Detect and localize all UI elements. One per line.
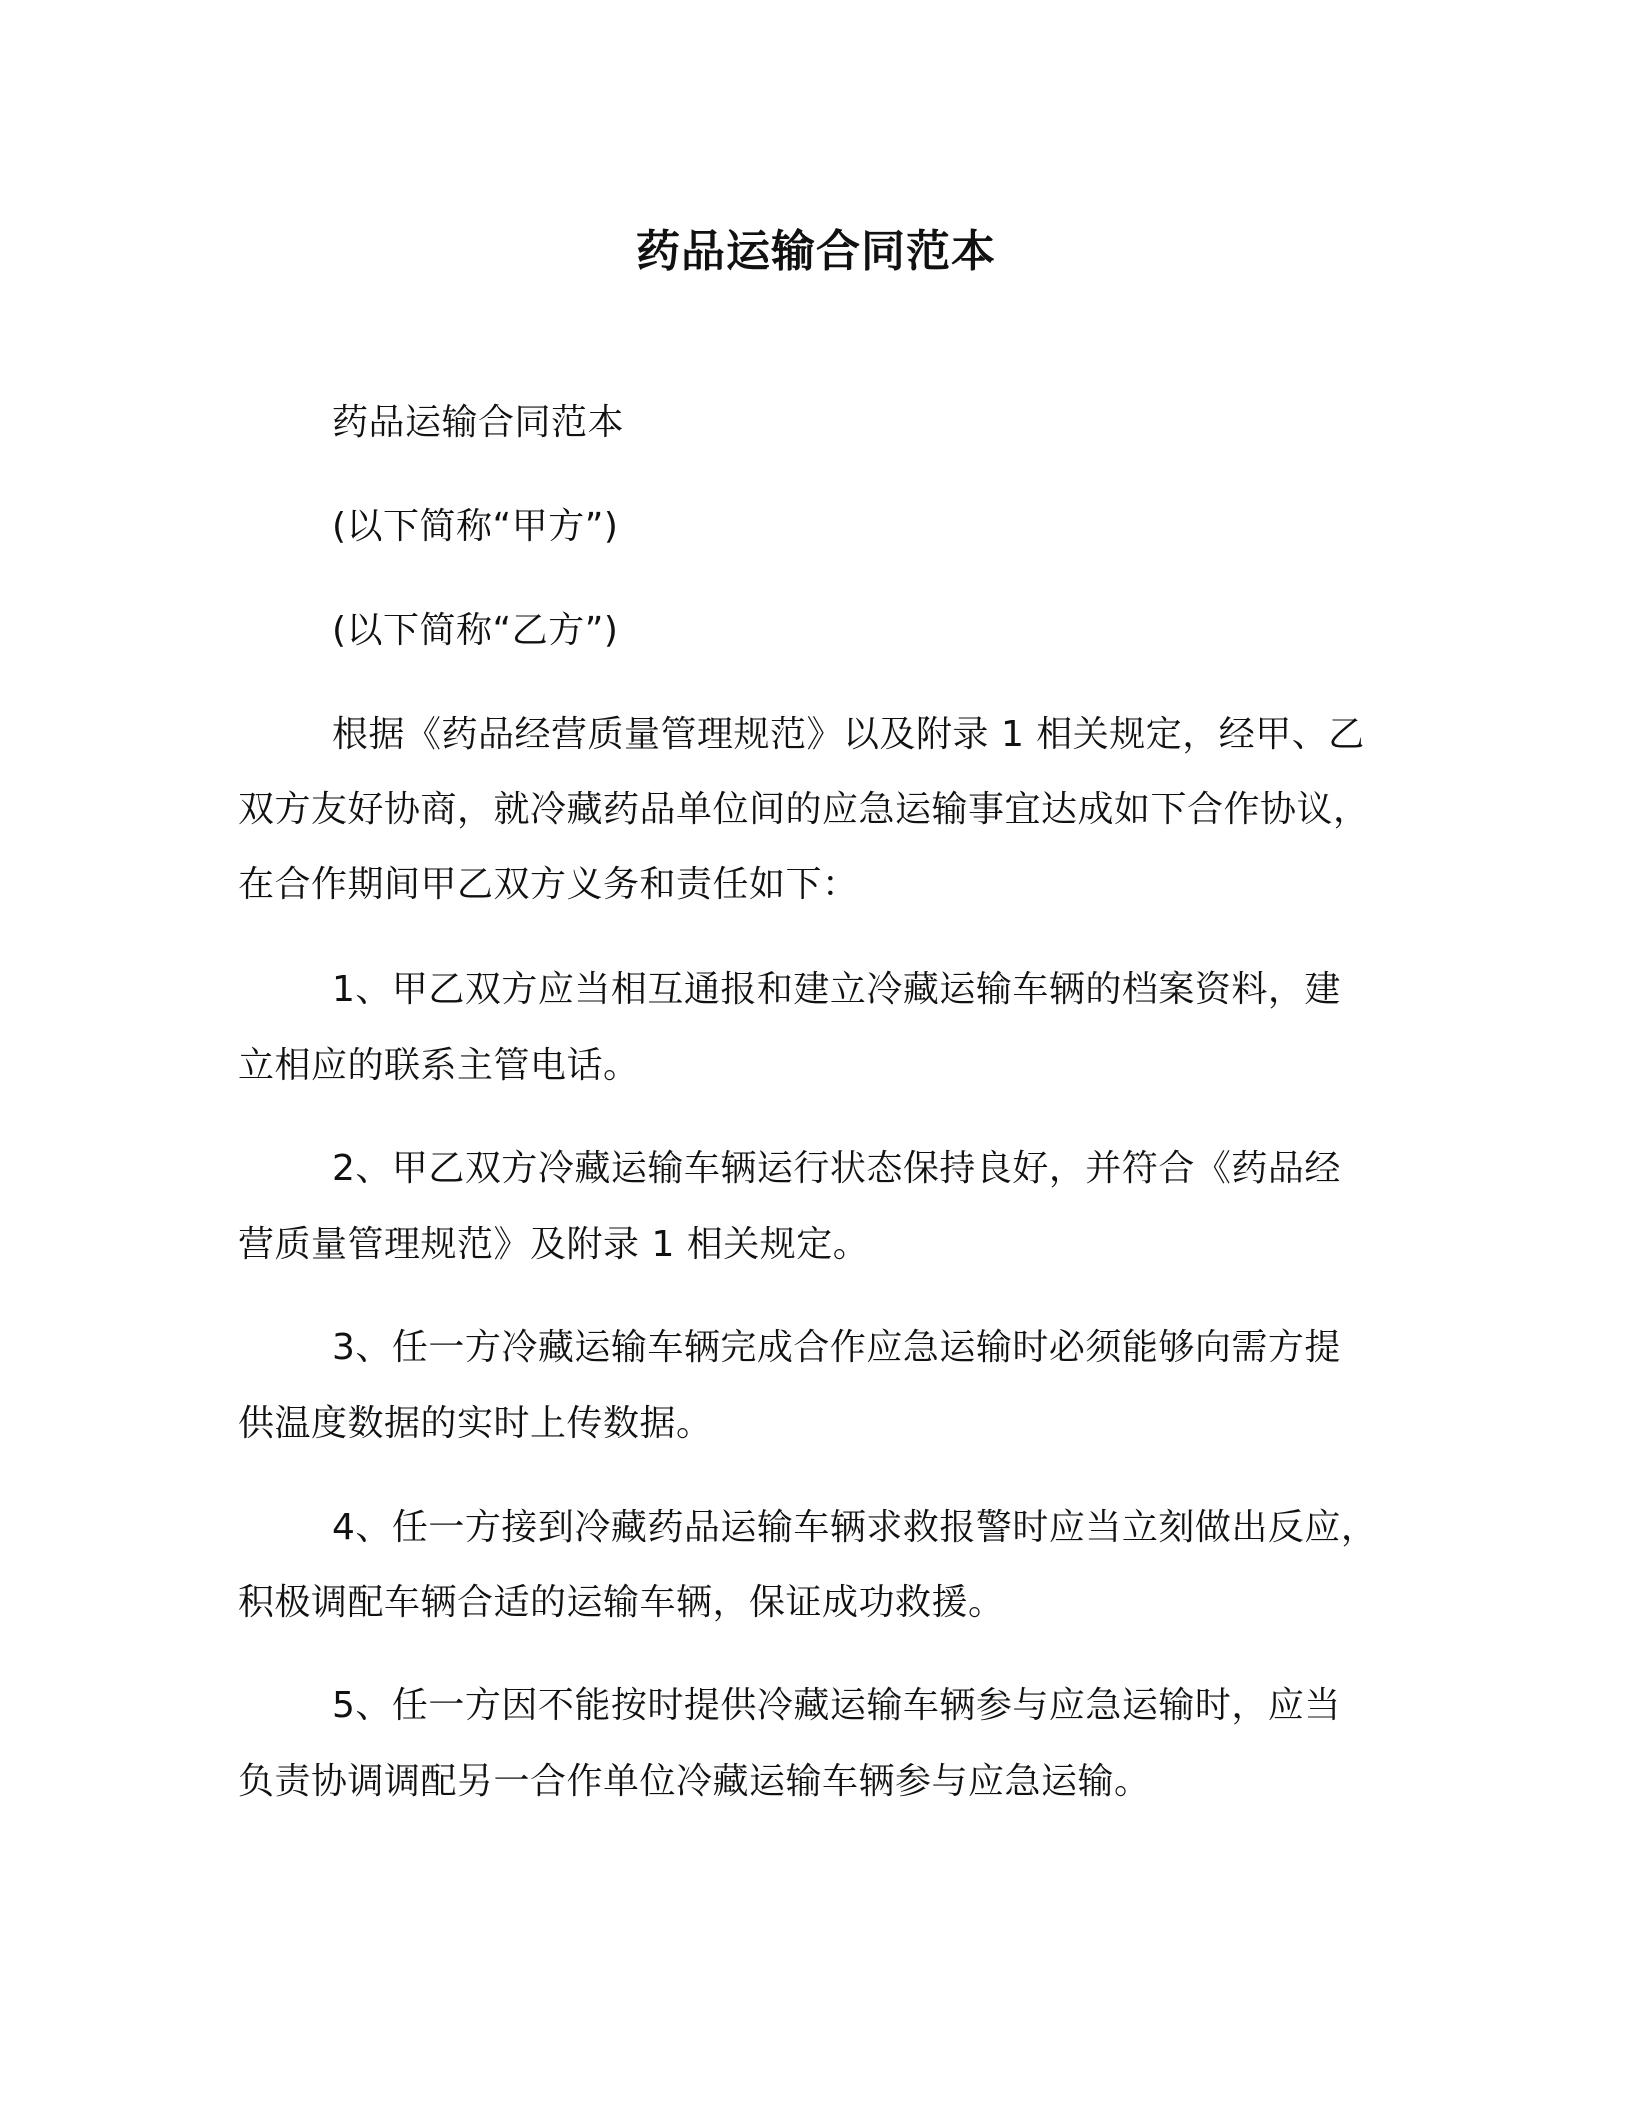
party-a-line: (以下简称“甲方”) bbox=[332, 506, 619, 547]
clause-5-line-1: 5、任一方因不能按时提供冷藏运输车辆参与应急运输时，应当 bbox=[332, 1685, 1341, 1726]
clause-5-line-2: 负责协调调配另一合作单位冷藏运输车辆参与应急运输。 bbox=[238, 1761, 1151, 1802]
document-subtitle: 药品运输合同范本 bbox=[332, 402, 625, 443]
clause-1-line-1: 1、甲乙双方应当相互通报和建立冷藏运输车辆的档案资料，建 bbox=[332, 969, 1341, 1010]
clause-2-line-1: 2、甲乙双方冷藏运输车辆运行状态保持良好，并符合《药品经 bbox=[332, 1148, 1341, 1189]
clause-4-line-1: 4、任一方接到冷藏药品运输车辆求救报警时应当立刻做出反应， bbox=[332, 1507, 1378, 1548]
intro-line-1: 根据《药品经营质量管理规范》以及附录 1 相关规定，经甲、乙 bbox=[332, 714, 1365, 755]
party-b-line: (以下简称“乙方”) bbox=[332, 610, 619, 651]
intro-line-3: 在合作期间甲乙双方义务和责任如下： bbox=[238, 864, 859, 905]
clause-2-line-2: 营质量管理规范》及附录 1 相关规定。 bbox=[238, 1224, 870, 1265]
clause-1-line-2: 立相应的联系主管电话。 bbox=[238, 1045, 640, 1086]
intro-line-2: 双方友好协商，就冷藏药品单位间的应急运输事宜达成如下合作协议， bbox=[238, 789, 1370, 830]
clause-4-line-2: 积极调配车辆合适的运输车辆，保证成功救援。 bbox=[238, 1582, 1005, 1623]
document-title: 药品运输合同范本 bbox=[636, 226, 996, 277]
clause-3-line-1: 3、任一方冷藏运输车辆完成合作应急运输时必须能够向需方提 bbox=[332, 1327, 1341, 1368]
clause-3-line-2: 供温度数据的实时上传数据。 bbox=[238, 1403, 713, 1444]
